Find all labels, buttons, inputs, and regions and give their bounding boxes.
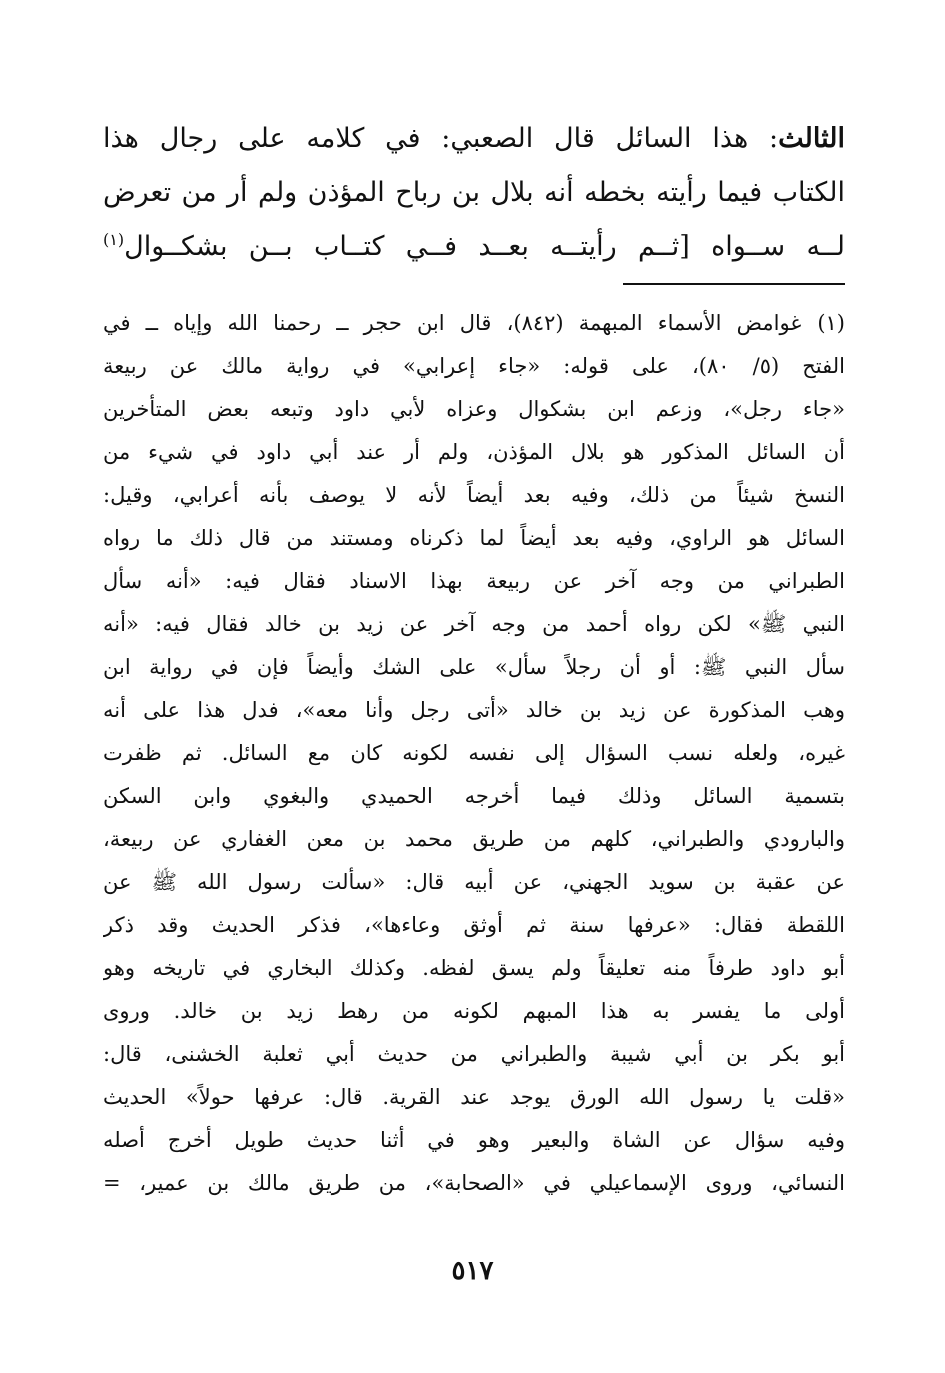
footnote-line-6: السائل هو الراوي، وفيه بعد أيضاً لما ذكرناه ومستند من قال ذلك ما رواه [103, 526, 845, 550]
footnote-line-1 [103, 302, 845, 345]
footnote-line-13: والبارودي والطبراني، كلهم من طريق محمد بن معن الغفاري عن ربيعة، [103, 827, 845, 851]
footnote-line-14: عن عقبة بن سويد الجهني، عن أبيه قال: «سألت رسول الله ﷺ عن [103, 870, 845, 894]
footnote-line-20: وفيه سؤال عن الشاة والبعير وهو في أثنا حديث طويل أخرج أصله [103, 1128, 845, 1152]
footnote-line-19: «قلت يا رسول الله الورق يوجد عند القرية. قال: عرفها حولاً» الحديث [103, 1085, 845, 1109]
footnote-reference: (١) [103, 230, 125, 249]
main-text [103, 112, 845, 274]
footnote-line-16: أبو داود طرفاً منه تعليقاً ولم يسق لفظه. وكذلك البخاري في تاريخه وهو [103, 956, 845, 980]
main-line-1-text: : هذا السائل قال الصعبي: في كلامه على رجال هذا [103, 123, 779, 154]
footnote-line-15: اللقطة فقال: «عرفها سنة ثم أوثق وعاءها»، فذكر الحديث وقد ذكر [103, 913, 845, 937]
footnote-line-12: بتسمية السائل وذلك فيما أخرجه الحميدي والبغوي وابن السكن [103, 784, 845, 808]
page-number: ٥١٧ [451, 1256, 494, 1286]
footnote-line-9: سأل النبي ﷺ: أو أن رجلاً سأل» على الشك وأيضاً فإن في رواية ابن [103, 655, 845, 679]
footnote-line-5: النسخ شيئاً من ذلك، وفيه بعد أيضاً لأنه لا يوصف بأنه أعرابي، وقيل: [103, 483, 845, 507]
footnote [103, 302, 845, 1205]
footnote-line-1-text: غوامض الأسماء المبهمة (٨٤٢)، قال ابن حجر ــ رحمنا الله وإياه ــ في [103, 311, 802, 335]
main-line-3-text: لــه ســواه [ثــم رأيتــه بعــد فــي كتــاب بــن بشكــوال [124, 231, 845, 262]
footnote-line-7: الطبراني من وجه آخر عن ربيعة بهذا الاسناد فقال فيه: «أنه سأل [103, 569, 845, 593]
footnote-line-21: النسائي، وروى الإسماعيلي في «الصحابة»، من طريق مالك بن عمير، = [103, 1171, 845, 1195]
footnote-number: (١) [817, 311, 845, 335]
footnote-line-4: أن السائل المذكور هو بلال المؤذن، ولم أر عند أبي داود في شيء من [103, 440, 845, 464]
section-heading: الثالث [778, 123, 845, 154]
footnote-line-18: أبو بكر بن أبي شيبة والطبراني من حديث أبي ثعلبة الخشنى، قال: [103, 1042, 845, 1066]
main-line-2: الكتاب فيما رأيته بخطه أنه بلال بن رباح المؤذن ولم أر من تعرض [103, 177, 845, 208]
footnote-line-10: وهب المذكورة عن زيد بن خالد «أتى رجل وأنا معه»، فدل هذا على أنه [103, 698, 845, 722]
footnote-line-2: الفتح (٥/ ٨٠)، على قوله: «جاء إعرابي» في رواية مالك عن ربيعة [103, 354, 845, 378]
footnote-separator [623, 283, 845, 285]
main-line-3 [103, 220, 845, 274]
footnote-line-3: «جاء رجل»، وزعم ابن بشكوال وعزاه لأبي داود وتبعه بعض المتأخرين [103, 397, 845, 421]
main-line-1 [103, 112, 845, 166]
footnote-line-17: أولى ما يفسر به هذا المبهم لكونه من رهط زيد بن خالد. وروى [103, 999, 845, 1023]
footnote-line-8: النبي ﷺ» لكن رواه أحمد من وجه آخر عن زيد بن خالد فقال فيه: «أنه [103, 612, 845, 636]
footnote-line-11: غيره، ولعله نسب السؤال إلى نفسه لكونه كان مع السائل. ثم ظفرت [103, 741, 845, 765]
